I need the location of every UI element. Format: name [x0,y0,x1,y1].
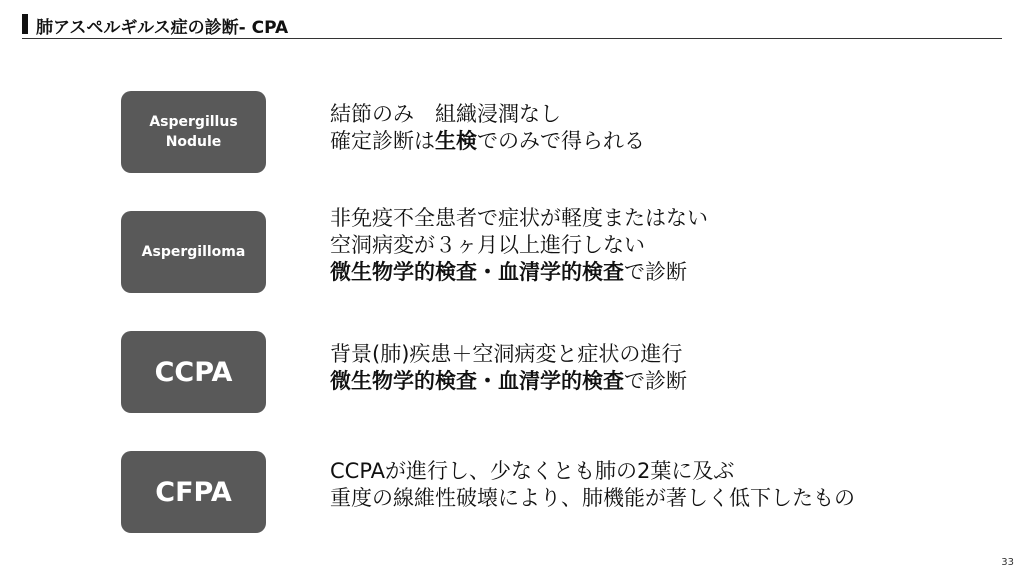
desc-text: で診断 [624,260,687,284]
desc-text: でのみで得られる [477,129,645,153]
desc-text: 背景(肺)疾患＋空洞病変と症状の進行 [330,342,683,366]
desc-text-bold: 微生物学的検査・血清学的検査 [330,260,624,284]
desc-text: 非免疫不全患者で症状が軽度またはない [330,206,708,230]
desc-line [330,232,1010,259]
description-aspergilloma [330,205,1010,286]
box-label: Aspergilloma [141,244,246,260]
desc-text-bold: 生検 [435,129,477,153]
desc-text-bold: 微生物学的検査・血清学的検査 [330,369,624,393]
page-number: 33 [1001,557,1014,568]
desc-line [330,101,1010,128]
desc-text: 結節のみ 組織浸潤なし [330,102,561,126]
desc-text: 確定診断は [330,129,435,153]
box-label: Nodule [165,134,222,150]
desc-line [330,368,1010,395]
desc-line [330,205,1010,232]
box-label: CCPA [154,356,233,388]
category-box-nodule [121,91,266,173]
description-ccpa [330,341,1010,395]
desc-line [330,458,1010,485]
category-box-aspergilloma [121,211,266,293]
desc-line [330,259,1010,286]
title-marker [22,14,28,34]
desc-line [330,485,1010,512]
box-label: Aspergillus [149,114,238,130]
slide-title-bar [22,12,1002,39]
desc-text: 重度の線維性破壊により、肺機能が著しく低下したもの [330,486,855,510]
desc-text: で診断 [624,369,687,393]
desc-text: CCPAが進行し、少なくとも肺の2葉に及ぶ [330,459,735,483]
description-cfpa [330,458,1010,512]
description-nodule [330,101,1010,155]
box-label: CFPA [155,476,232,508]
desc-text: 空洞病変が３ヶ月以上進行しない [330,233,645,257]
category-box-ccpa [121,331,266,413]
slide-title: 肺アスペルギルス症の診断- CPA [36,18,289,38]
category-box-cfpa [121,451,266,533]
desc-line [330,341,1010,368]
desc-line [330,128,1010,155]
